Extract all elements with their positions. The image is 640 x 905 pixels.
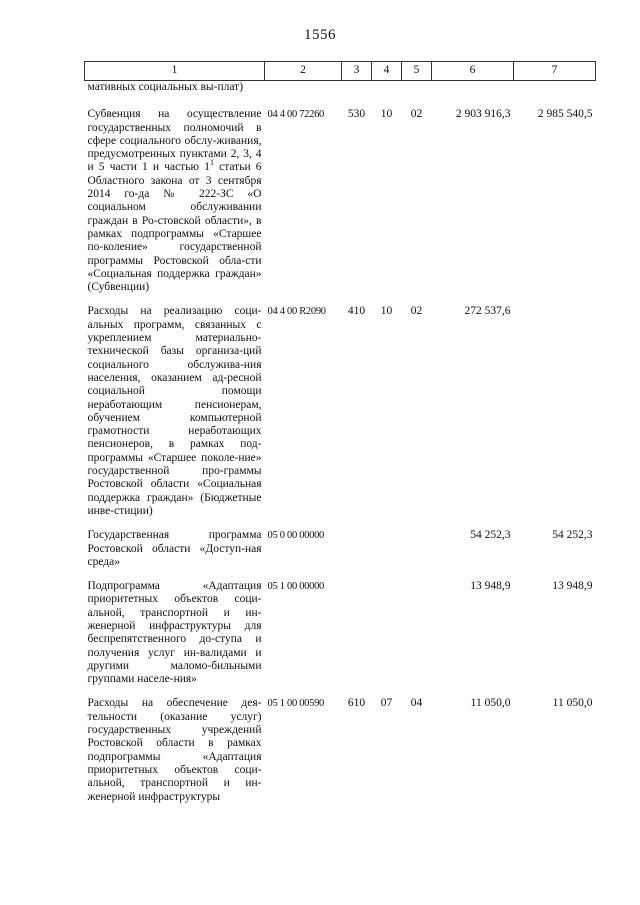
row-expense-type [342, 580, 372, 697]
row-name [85, 108, 265, 305]
row-subsection: 04 [410, 697, 423, 710]
row-code [265, 81, 342, 109]
column-header-7: 7 [514, 62, 596, 81]
column-header-1: 1 [85, 62, 265, 81]
column-header-6: 6 [432, 62, 514, 81]
row-code: 05 1 00 00000 [267, 581, 324, 593]
row-subsection [402, 81, 432, 109]
column-header-3: 3 [342, 62, 372, 81]
row-value-col7 [514, 305, 596, 529]
row-value-col6 [432, 81, 514, 109]
row-code: 04 4 00 R2090 [267, 306, 326, 318]
table-row [85, 108, 596, 305]
row-value-col6: 272 537,6 [464, 305, 511, 318]
row-subsection: 02 [410, 305, 423, 318]
row-code: 04 4 00 72260 [267, 109, 324, 121]
column-header-5: 5 [402, 62, 432, 81]
row-name-superscript: 1 [209, 158, 214, 168]
table-row [85, 81, 596, 109]
row-value-col7: 13 948,9 [552, 580, 593, 593]
table-row [85, 529, 596, 580]
table-row [85, 697, 596, 803]
row-subsection [402, 580, 432, 697]
row-section [372, 81, 402, 109]
row-expense-type: 410 [347, 305, 366, 318]
row-section [372, 580, 402, 697]
row-name: Расходы на реализацию соци-альных программ, связанных с укреплением материально-технической базы организа-ций социального обслужива-ния населения, оказанием ад-ресной социальной помощи неработающим пенсионерам, обучением компьютерной грамотности неработающих пенсионеров, в рамках под-программы «Старшее поколе-ние» государственной про-граммы Ростовской области «Социальная поддержка граждан» (Бюджетные инве-стиции) [87, 305, 262, 517]
column-header-row [85, 62, 596, 81]
row-expense-type: 530 [347, 108, 366, 121]
row-code: 05 0 00 00000 [267, 530, 324, 542]
row-name: Расходы на обеспечение дея-тельности (оказание услуг) государственных учреждений Ростовской области в рамках подпрограммы «Адаптация приоритетных объектов соци-альной, транспортной и ин-женерной инфраструктуры [87, 697, 262, 803]
column-header-2: 2 [265, 62, 342, 81]
row-expense-type [342, 81, 372, 109]
row-value-col6: 54 252,3 [470, 529, 511, 542]
budget-table [84, 61, 596, 804]
row-name: Подпрограмма «Адаптация приоритетных объектов соци-альной, транспортной и ин-женерной инфраструктуры для беспрепятственного до-ступа и получения услуг ин-валидами и другими маломо-бильными группами населе-ния» [87, 580, 262, 686]
row-section: 07 [380, 697, 393, 710]
row-subsection [402, 529, 432, 580]
row-value-col6: 2 903 916,3 [455, 108, 511, 121]
table-row [85, 580, 596, 697]
row-subsection: 02 [410, 108, 423, 121]
row-value-col7: 11 050,0 [552, 697, 593, 710]
row-value-col7: 2 985 540,5 [537, 108, 593, 121]
row-name-text: Субвенция на осуществление государственных полномочий в сфере социального обслу-живания, предусмотренных пунктами 2, 3, 4 и 5 части 1 и частью 1 [87, 108, 262, 174]
row-expense-type: 610 [347, 697, 366, 710]
row-code: 05 1 00 00590 [267, 698, 324, 710]
row-name: Государственная программа Ростовской области «Доступ-ная среда» [87, 529, 262, 568]
column-header-4: 4 [372, 62, 402, 81]
row-value-col7 [514, 81, 596, 109]
row-name: мативных социальных вы-плат) [87, 81, 244, 93]
table-row [85, 305, 596, 529]
page-number: 1556 [304, 27, 336, 43]
row-section: 10 [380, 305, 393, 318]
row-value-col7: 54 252,3 [552, 529, 593, 542]
row-value-col6: 13 948,9 [470, 580, 511, 593]
row-section [372, 529, 402, 580]
row-name-text-cont: статьи 6 Областного закона от 3 сентября 2014 го-да № 222-ЗС «О социальном обслуживании граждан в Ро-стовской области», в рамках подпрограммы «Старшее по-коление» государственной программы Ростовской обла-сти «Социальная поддержка граждан» (Субвенции) [87, 161, 262, 294]
row-expense-type [342, 529, 372, 580]
row-section: 10 [380, 108, 393, 121]
row-value-col6: 11 050,0 [470, 697, 511, 710]
